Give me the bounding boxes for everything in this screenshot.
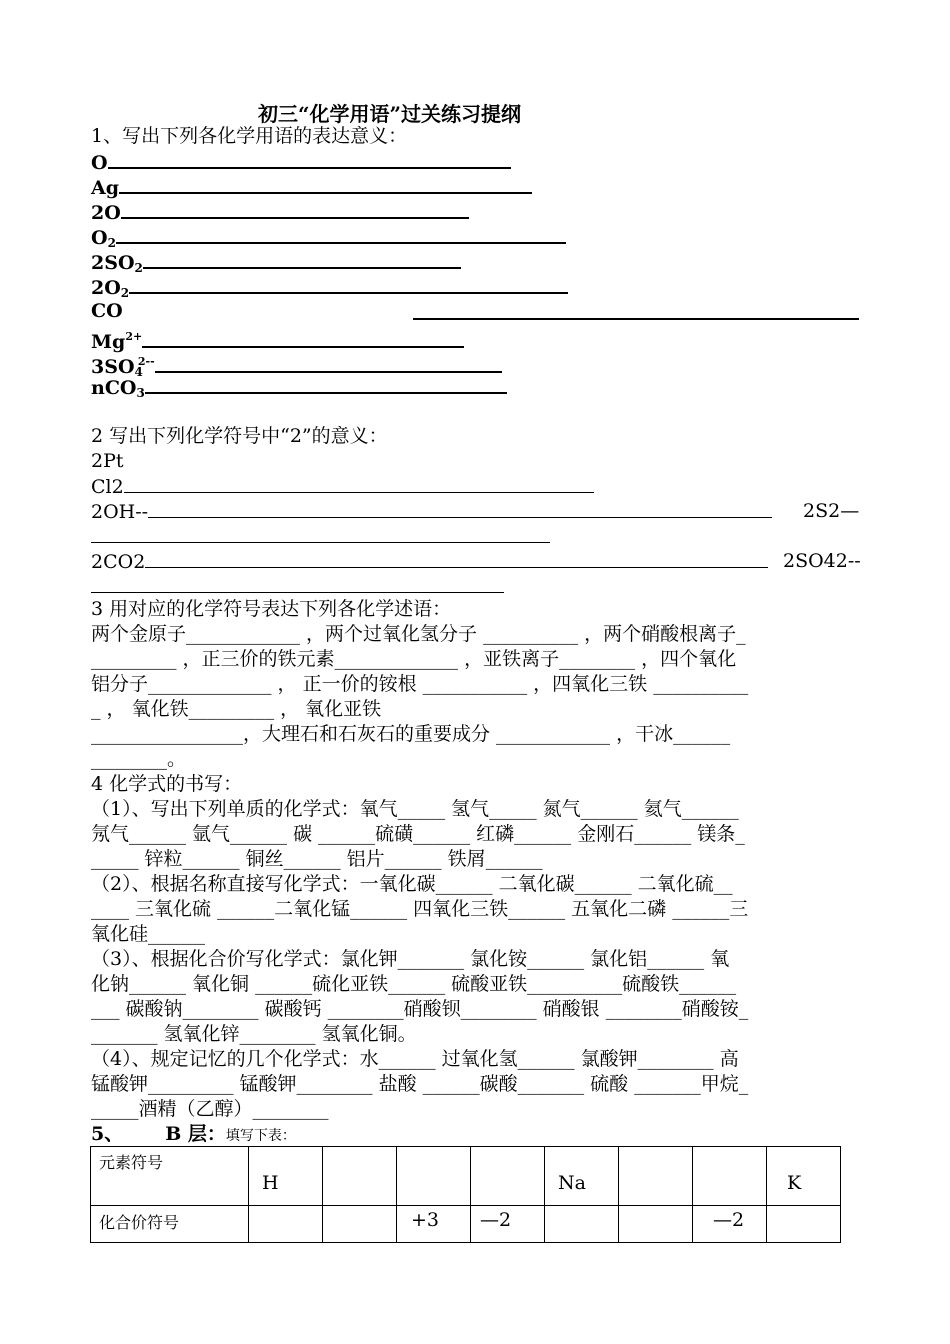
s3-heading: 3 用对应的化学符号表达下列各化学述语： bbox=[91, 598, 452, 620]
s5-heading bbox=[91, 1122, 296, 1149]
table-cell: —2 bbox=[693, 1206, 767, 1243]
s2-item-2SO4: 2SO42-- bbox=[783, 550, 861, 572]
table-cell bbox=[249, 1206, 323, 1243]
s4-line: 氧化硅______ bbox=[91, 923, 206, 945]
s2-2S2-blank bbox=[91, 542, 550, 543]
table-cell: —2 bbox=[471, 1206, 545, 1243]
table-cell: H bbox=[249, 1147, 323, 1206]
s4-line: _____ 锌粒______ 铜丝______ 铝片______ 铁屑______ bbox=[91, 848, 543, 870]
s4-line: _____酒精（乙醇）________ bbox=[91, 1098, 329, 1120]
table-cell bbox=[619, 1147, 693, 1206]
s1-heading: 1、写出下列各化学用语的表达意义： bbox=[91, 125, 408, 147]
s3-line: _________ ，正三价的铁元素_____________ ，亚铁离子________ ，四个氧化 bbox=[91, 648, 737, 670]
s3-line: 两个金原子____________ ，两个过氧化氢分子 __________ ，两个硝酸根离子_ bbox=[91, 623, 746, 645]
table-cell: 元素符号 bbox=[91, 1147, 249, 1206]
s4-line: 氖气______ 氩气______ 碳 ______硫磺______ 红磷______ 金刚石______ 镁条_ bbox=[91, 823, 745, 845]
s2-item-2S2: 2S2— bbox=[803, 500, 860, 522]
s3-line: ________。 bbox=[91, 748, 187, 770]
table-cell: Na bbox=[545, 1147, 619, 1206]
s1-item-O2: $O_2$ bbox=[91, 224, 566, 256]
table-cell bbox=[545, 1206, 619, 1243]
s2-item-2Pt: 2Pt bbox=[91, 450, 124, 472]
table-cell bbox=[471, 1147, 545, 1206]
s4-line: _______ 氢氧化锌________ 氢氧化铜。 bbox=[91, 1023, 417, 1045]
table-row bbox=[91, 1147, 841, 1206]
s2-item-2OH: 2OH-- bbox=[91, 499, 772, 525]
s2-item-Cl2: Cl2 bbox=[91, 474, 594, 500]
table-cell bbox=[767, 1206, 841, 1243]
s1-item-Ag: Ag bbox=[91, 174, 532, 201]
s4-line: （1）、写出下列单质的化学式：氧气_____ 氢气_____ 氮气______ 氦气______ bbox=[91, 798, 739, 820]
table-cell bbox=[693, 1147, 767, 1206]
table-cell bbox=[397, 1147, 471, 1206]
s4-line: （3）、根据化合价写化学式：氯化钾_______ 氯化铵______ 氯化铝______ 氧 bbox=[91, 948, 730, 970]
s3-line: 铝分子_____________ ， 正一价的铵根 ___________ ，四氧化三铁 __________ bbox=[91, 673, 749, 695]
table-cell bbox=[323, 1206, 397, 1243]
s1-item-2O: 2O bbox=[91, 199, 469, 226]
page-title: 初三“化学用语”过关练习提纲 bbox=[258, 102, 522, 126]
s1-item-2O2: $2O_2$ bbox=[91, 274, 568, 306]
s4-line: 化钠______ 氧化铜 ______硫化亚铁______ 硫酸亚铁__________硫酸铁______ bbox=[91, 973, 737, 995]
valence-table bbox=[90, 1146, 841, 1243]
table-cell: +3 bbox=[397, 1206, 471, 1243]
s2-2SO4-blank bbox=[91, 592, 504, 593]
s5-level: B 层： bbox=[165, 1123, 226, 1145]
s5-note: 填写下表： bbox=[225, 1128, 296, 1144]
s5-number: 5、 bbox=[91, 1123, 124, 1145]
s4-heading: 4 化学式的书写： bbox=[91, 773, 243, 795]
s4-line: ____ 三氧化硫 ______二氧化锰______ 四氧化三铁______ 五氧化二磷 ______三 bbox=[91, 898, 749, 920]
s4-line: 锰酸钾_________ 锰酸钾________ 盐酸 ______碳酸_______ 硫酸 _______甲烷_ bbox=[91, 1073, 749, 1095]
s2-item-2CO2: 2CO2 bbox=[91, 549, 768, 575]
table-cell: K bbox=[767, 1147, 841, 1206]
s1-item-O: O bbox=[91, 149, 511, 176]
s1-item-2SO2: $2SO_2$ bbox=[91, 249, 461, 281]
table-row bbox=[91, 1206, 841, 1243]
table-cell bbox=[619, 1206, 693, 1243]
s2-heading: 2 写出下列化学符号中“2”的意义： bbox=[91, 425, 388, 447]
table-cell: 化合价符号 bbox=[91, 1206, 249, 1243]
s3-line: ________________，大理石和石灰石的重要成分 ____________ ，干冰______ bbox=[91, 723, 731, 745]
s1-item-CO: CO bbox=[91, 300, 123, 322]
s3-line: _ ， 氧化铁_________ ， 氧化亚铁 bbox=[91, 698, 382, 720]
s4-line: ___ 碳酸钠________ 碳酸钙 ________硝酸钡________ 硝酸银 ________硝酸铵_ bbox=[91, 998, 749, 1020]
s4-line: （4）、规定记忆的几个化学式：水______ 过氧化氢______ 氯酸钾________ 高 bbox=[91, 1048, 739, 1070]
s1-item-nCO3: nCO$_3$ bbox=[91, 374, 507, 406]
table-cell bbox=[323, 1147, 397, 1206]
s1-co-blank bbox=[413, 318, 859, 320]
s1-item-3SO4: $3SO_4^{2--}$ bbox=[91, 349, 502, 385]
s4-line: （2）、根据名称直接写化学式：一氧化碳______ 二氧化碳______ 二氧化硫__ bbox=[91, 873, 733, 895]
s1-item-Mg: $Mg^{2+}$ bbox=[91, 324, 464, 355]
